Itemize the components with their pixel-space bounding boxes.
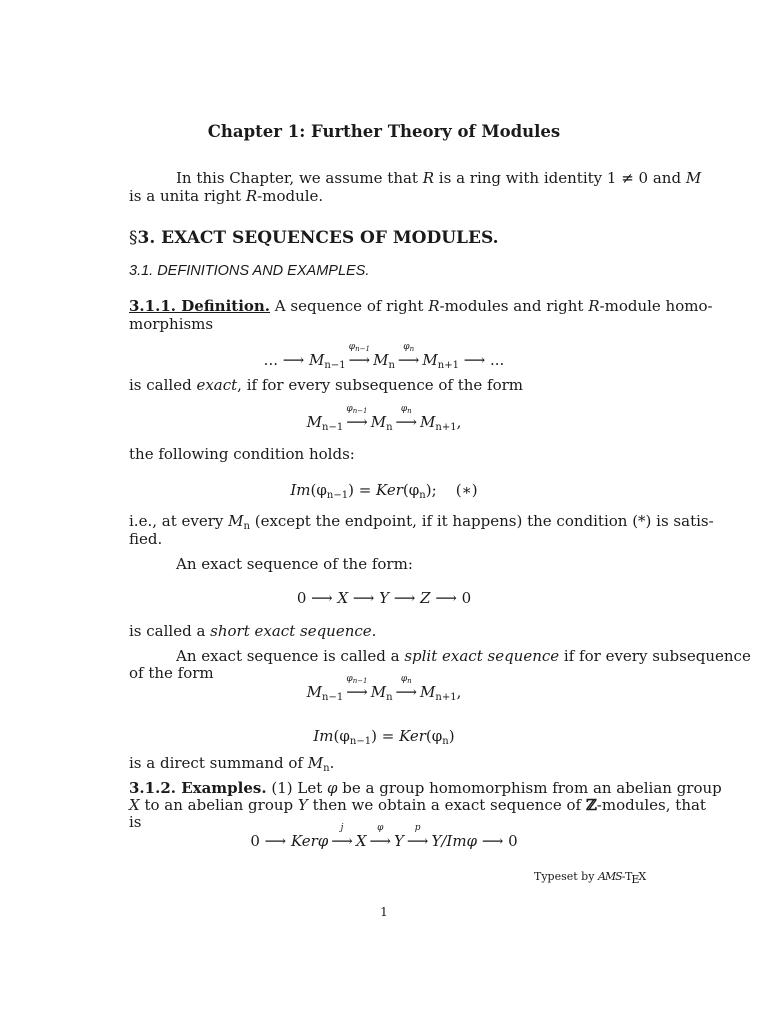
split-exact-line-1: An exact sequence is called a split exact sequence if for every subsequence bbox=[176, 647, 751, 665]
examples-line-1: 3.1.2. Examples. (1) Let φ be a group homomorphism from an abelian group bbox=[129, 779, 722, 797]
ie-line-2: fied. bbox=[129, 530, 163, 548]
intro-line-1: In this Chapter, we assume that R is a ring with identity 1 ≠ 0 and M bbox=[176, 169, 702, 187]
exact-definition-line: is called exact, if for every subsequence of the form bbox=[129, 376, 524, 394]
intro-line-2: is a unita right R-module. bbox=[129, 187, 324, 205]
definition-line-2: morphisms bbox=[129, 315, 214, 333]
definition-line-1: 3.1.1. Definition. A sequence of right R-modules and right R-module homo- bbox=[129, 297, 713, 315]
subsequence-1: $M_{n-1}$ $\varphi_{n-1}$ ⟶ $M_n$ $\varphi_n$ ⟶ $M_{n+1}$, bbox=[306, 404, 462, 433]
definition-label: 3.1.1. Definition. bbox=[129, 297, 271, 315]
ie-line-1: i.e., at every $M_n$ (except the endpoint, if it happens) the condition (*) is satis- bbox=[129, 512, 714, 532]
page-number: 1 bbox=[380, 905, 388, 919]
examples-line-2: X to an abelian group Y then we obtain a exact sequence of ℤ-modules, that bbox=[129, 796, 706, 814]
chapter-title: Chapter 1: Further Theory of Modules bbox=[207, 122, 561, 141]
short-exact-sequence: 0 ⟶ X ⟶ Y ⟶ Z ⟶ 0 bbox=[296, 589, 472, 607]
subsection-heading: 3.1. DEFINITIONS AND EXAMPLES. bbox=[129, 263, 370, 279]
example-sequence: 0 ⟶ Kerφ j ⟶ X φ ⟶ Y p ⟶ Y/Imφ ⟶ 0 bbox=[250, 823, 518, 850]
examples-line-3: is bbox=[129, 813, 142, 831]
typeset-credit: Typeset by AMS-TEX bbox=[534, 870, 647, 886]
exactness-condition: $Im(\varphi_{n-1}) = Ker(\varphi_n)$; (∗) bbox=[290, 481, 478, 501]
direct-summand-line: is a direct summand of $M_n$. bbox=[129, 754, 335, 774]
subsequence-2: $M_{n-1}$ $\varphi_{n-1}$ ⟶ $M_n$ $\varphi_n$ ⟶ $M_{n+1}$, bbox=[306, 674, 462, 703]
split-exact-line-2: of the form bbox=[129, 664, 214, 682]
image-kernel-equation: $Im(\varphi_{n-1}) = Ker(\varphi_n)$ bbox=[313, 727, 455, 747]
ams-logo: AMS bbox=[597, 870, 622, 883]
long-sequence: ... ⟶ $M_{n-1}$ $\varphi_{n-1}$ ⟶ $M_n$ $\varphi_n$ ⟶ $M_{n+1}$ ⟶ ... bbox=[263, 342, 505, 371]
condition-intro: the following condition holds: bbox=[129, 445, 355, 463]
examples-label: 3.1.2. Examples. bbox=[129, 779, 267, 797]
short-exact-intro: An exact sequence of the form: bbox=[176, 555, 413, 573]
short-exact-line: is called a short exact sequence. bbox=[129, 622, 377, 640]
section-heading: §3. EXACT SEQUENCES OF MODULES. bbox=[129, 228, 499, 248]
